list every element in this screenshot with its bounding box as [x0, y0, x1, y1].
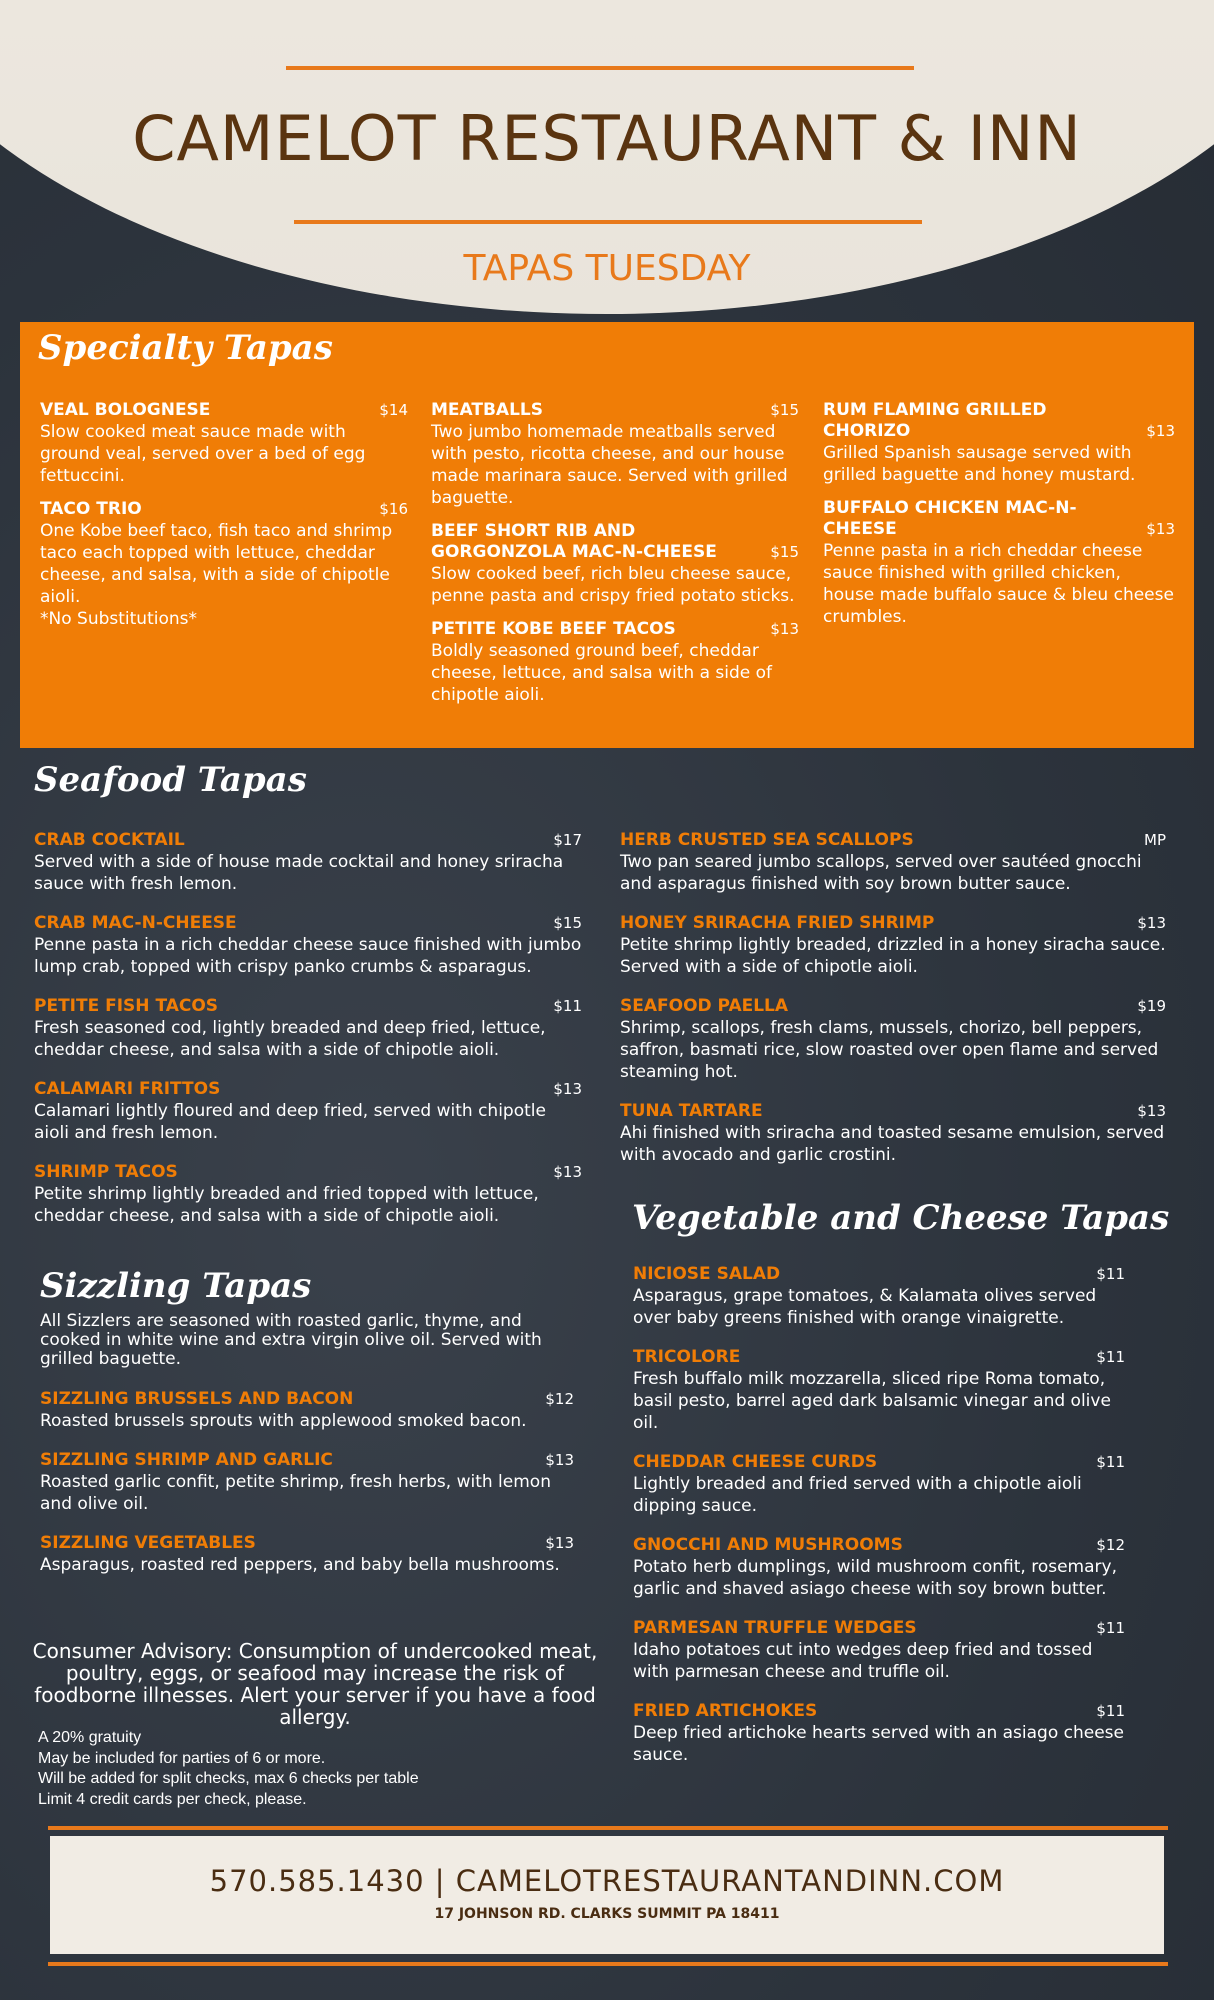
item-name: CALAMARI FRITTOS	[34, 1079, 221, 1099]
vegetable-cheese-tapas-heading: Vegetable and Cheese Tapas	[632, 1198, 1170, 1238]
footer-top-divider	[48, 1826, 1168, 1830]
menu-item	[431, 619, 799, 706]
item-name: FRIED ARTICHOKES	[633, 1701, 818, 1721]
menu-item	[40, 1450, 574, 1515]
sizzling-intro: All Sizzlers are seasoned with roasted garlic, thyme, and cooked in white wine and extra virgin olive oil. Served with grilled baguette.	[40, 1311, 542, 1369]
menu-item	[620, 830, 1166, 895]
item-description: Slow cooked meat sauce made with ground veal, served over a bed of egg fettuccini.	[40, 422, 366, 486]
item-price: $13	[1137, 1102, 1166, 1120]
gratuity-line: Will be added for split checks, max 6 checks per table	[38, 1770, 419, 1787]
item-name: BEEF SHORT RIB AND GORGONZOLA MAC-N-CHEESE	[431, 521, 717, 562]
menu-item	[633, 1701, 1125, 1766]
title-top-divider	[286, 66, 914, 70]
item-name: PETITE KOBE BEEF TACOS	[431, 619, 676, 639]
menu-item	[633, 1618, 1125, 1683]
menu-item	[431, 400, 799, 509]
specialty-tapas-panel	[20, 322, 1194, 748]
item-price: MP	[1144, 831, 1166, 849]
item-name: BUFFALO CHICKEN MAC-N-CHEESE	[823, 498, 1077, 539]
menu-item	[633, 1535, 1125, 1600]
item-description: Two pan seared jumbo scallops, served over sautéed gnocchi and asparagus finished with soy brown butter sauce.	[620, 852, 1142, 894]
item-price: $16	[379, 500, 408, 518]
item-price: $14	[379, 401, 408, 419]
item-description: Asparagus, roasted red peppers, and baby bella mushrooms.	[40, 1555, 560, 1575]
contact-line: 570.585.1430 | CAMELOTRESTAURANTANDINN.COM	[209, 1864, 1005, 1898]
item-description: Two jumbo homemade meatballs served with pesto, ricotta cheese, and our house made marinara sauce. Served with grilled baguette.	[431, 422, 788, 508]
item-name: HONEY SRIRACHA FRIED SHRIMP	[620, 913, 935, 933]
item-description: Lightly breaded and fried served with a chipotle aioli dipping sauce.	[633, 1474, 1082, 1516]
specialty-column-1	[40, 400, 408, 642]
item-price: $13	[545, 1451, 574, 1469]
menu-item	[823, 400, 1175, 486]
menu-subtitle: TAPAS TUESDAY	[463, 248, 751, 289]
item-name: SHRIMP TACOS	[34, 1162, 178, 1182]
item-price: $11	[1096, 1265, 1125, 1283]
menu-item	[40, 1533, 574, 1576]
footer-bottom-divider	[48, 1962, 1168, 1966]
item-name: CRAB MAC-N-CHEESE	[34, 913, 237, 933]
item-description: Boldly seasoned ground beef, cheddar cheese, lettuce, and salsa with a side of chipotle aioli.	[431, 641, 773, 705]
item-price: $11	[1096, 1702, 1125, 1720]
specialty-column-3	[823, 400, 1175, 640]
item-price: $19	[1137, 997, 1166, 1015]
item-description: Petite shrimp lightly breaded, drizzled in a honey siracha sauce. Served with a side of chipotle aioli.	[620, 935, 1166, 977]
consumer-advisory: Consumer Advisory: Consumption of undercooked meat, poultry, eggs, or seafood may increase the risk of foodborne illnesses. Alert your server if you have a food allergy.	[32, 1639, 598, 1729]
item-description: Potato herb dumplings, wild mushroom confit, rosemary, garlic and shaved asiago cheese with soy brown butter.	[633, 1557, 1117, 1599]
item-name: SIZZLING SHRIMP AND GARLIC	[40, 1450, 333, 1470]
item-description: Calamari lightly floured and deep fried, served with chipotle aioli and fresh lemon.	[34, 1101, 546, 1143]
menu-item	[431, 521, 799, 607]
item-name: RUM FLAMING GRILLED CHORIZO	[823, 400, 1047, 441]
item-name: CHEDDAR CHEESE CURDS	[633, 1452, 878, 1472]
specialty-column-2	[431, 400, 799, 718]
item-price: $11	[1096, 1453, 1125, 1471]
item-description: Idaho potatoes cut into wedges deep fried and tossed with parmesan cheese and truffle oil.	[633, 1640, 1093, 1682]
menu-item	[620, 1101, 1166, 1166]
item-name: CRAB COCKTAIL	[34, 830, 185, 850]
gratuity-line: A 20% gratuity	[38, 1729, 142, 1746]
gratuity-line: Limit 4 credit cards per check, please.	[38, 1790, 307, 1808]
menu-item	[34, 1079, 582, 1144]
menu-item	[40, 499, 408, 630]
item-price: $11	[1096, 1619, 1125, 1637]
item-description: Penne pasta in a rich cheddar cheese sauce finished with grilled chicken, house made buffalo sauce & bleu cheese crumbles.	[823, 541, 1174, 627]
seafood-right-column	[620, 830, 1166, 1184]
seafood-left-column	[34, 830, 582, 1245]
item-price: $15	[553, 914, 582, 932]
item-name: SIZZLING VEGETABLES	[40, 1533, 256, 1553]
menu-item	[40, 1389, 574, 1432]
item-name: GNOCCHI AND MUSHROOMS	[633, 1535, 903, 1555]
item-description: Roasted brussels sprouts with applewood smoked bacon.	[40, 1411, 527, 1431]
item-name: SIZZLING BRUSSELS AND BACON	[40, 1389, 354, 1409]
item-description: Served with a side of house made cocktail and honey sriracha sauce with fresh lemon.	[34, 852, 564, 894]
title-bottom-divider	[294, 220, 922, 224]
item-name: NICIOSE SALAD	[633, 1264, 781, 1284]
item-price: $12	[1096, 1536, 1125, 1554]
menu-item	[620, 913, 1166, 978]
item-price: $13	[545, 1534, 574, 1552]
item-name: TUNA TARTARE	[620, 1101, 763, 1121]
sizzling-tapas-heading: Sizzling Tapas	[40, 1266, 312, 1306]
item-note: *No Substitutions*	[40, 609, 197, 629]
item-price: $12	[545, 1390, 574, 1408]
specialty-tapas-heading: Specialty Tapas	[38, 328, 333, 368]
item-name: TACO TRIO	[40, 499, 142, 519]
item-description: One Kobe beef taco, fish taco and shrimp taco each topped with lettuce, cheddar cheese, and salsa, with a side of chipotle aioli.	[40, 521, 393, 607]
item-description: Fresh buffalo milk mozzarella, sliced ripe Roma tomato, basil pesto, barrel aged dark balsamic vinegar and olive oil.	[633, 1369, 1111, 1433]
item-name: HERB CRUSTED SEA SCALLOPS	[620, 830, 914, 850]
item-price: $17	[553, 831, 582, 849]
address-line: 17 JOHNSON RD. CLARKS SUMMIT PA 18411	[434, 1906, 780, 1922]
item-price: $13	[553, 1163, 582, 1181]
item-price: $13	[553, 1080, 582, 1098]
item-name: PARMESAN TRUFFLE WEDGES	[633, 1618, 917, 1638]
item-description: Ahi finished with sriracha and toasted sesame emulsion, served with avocado and garlic crostini.	[620, 1123, 1165, 1165]
gratuity-line: May be included for parties of 6 or more.	[38, 1749, 326, 1767]
item-price: $13	[1137, 914, 1166, 932]
sizzling-column	[40, 1312, 574, 1594]
item-description: Asparagus, grape tomatoes, & Kalamata olives served over baby greens finished with orange vinaigrette.	[633, 1286, 1097, 1328]
item-name: MEATBALLS	[431, 400, 543, 420]
menu-item	[34, 830, 582, 895]
item-price: $13	[770, 620, 799, 638]
item-description: Shrimp, scallops, fresh clams, mussels, chorizo, bell peppers, saffron, basmati rice, slow roasted over open flame and served steaming hot.	[620, 1018, 1159, 1082]
item-name: TRICOLORE	[633, 1347, 741, 1367]
item-price: $15	[770, 543, 799, 561]
item-description: Deep fried artichoke hearts served with an asiago cheese sauce.	[633, 1723, 1124, 1765]
menu-item	[633, 1347, 1125, 1434]
seafood-tapas-heading: Seafood Tapas	[34, 760, 307, 800]
item-description: Grilled Spanish sausage served with grilled baguette and honey mustard.	[823, 443, 1136, 485]
item-price: $13	[1146, 520, 1175, 538]
footer-panel	[50, 1836, 1164, 1954]
item-description: Petite shrimp lightly breaded and fried topped with lettuce, cheddar cheese, and salsa with a side of chipotle aioli.	[34, 1184, 539, 1226]
gratuity-notice	[38, 1728, 419, 1810]
menu-item	[34, 1162, 582, 1227]
menu-item	[633, 1264, 1125, 1329]
item-description: Roasted garlic confit, petite shrimp, fresh herbs, with lemon and olive oil.	[40, 1472, 551, 1514]
menu-item	[823, 498, 1175, 628]
item-price: $11	[553, 997, 582, 1015]
vegetable-column	[633, 1264, 1125, 1784]
menu-item	[34, 913, 582, 978]
menu-item	[633, 1452, 1125, 1517]
item-description: Fresh seasoned cod, lightly breaded and deep fried, lettuce, cheddar cheese, and salsa with a side of chipotle aioli.	[34, 1018, 546, 1060]
item-price: $11	[1096, 1348, 1125, 1366]
item-price: $15	[770, 401, 799, 419]
menu-item	[40, 400, 408, 487]
item-name: SEAFOOD PAELLA	[620, 996, 789, 1016]
item-description: Penne pasta in a rich cheddar cheese sauce finished with jumbo lump crab, topped with crispy panko crumbs & asparagus.	[34, 935, 582, 977]
item-name: PETITE FISH TACOS	[34, 996, 219, 1016]
menu-item	[620, 996, 1166, 1083]
menu-item	[34, 996, 582, 1061]
restaurant-title: CAMELOT RESTAURANT & INN	[132, 102, 1082, 175]
item-name: VEAL BOLOGNESE	[40, 400, 211, 420]
item-description: Slow cooked beef, rich bleu cheese sauce, penne pasta and crispy fried potato sticks.	[431, 564, 795, 606]
item-price: $13	[1146, 422, 1175, 440]
